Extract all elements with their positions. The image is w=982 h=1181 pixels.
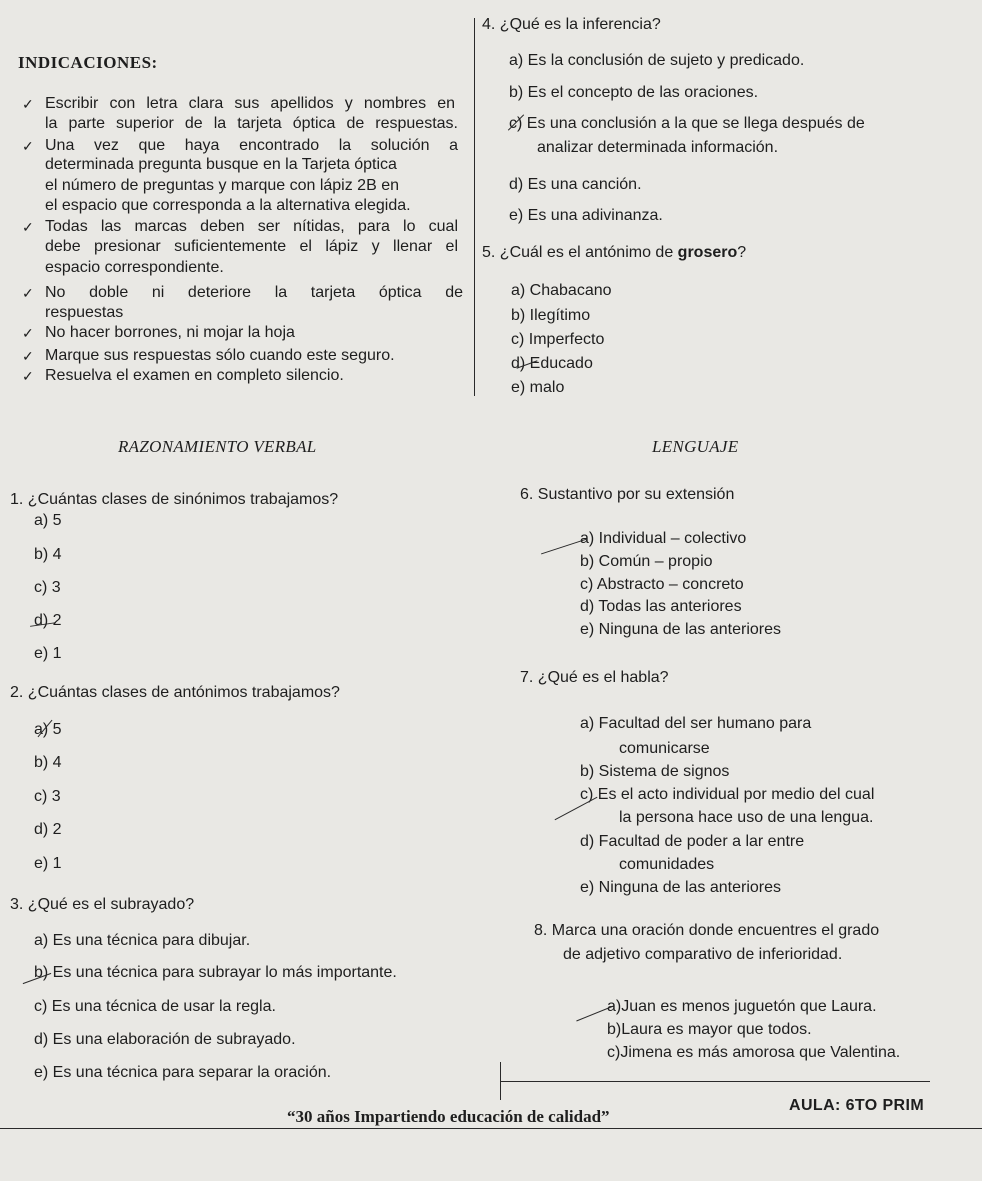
- q6-option-e[interactable]: e) Ninguna de las anteriores: [580, 621, 782, 638]
- q4-option-b[interactable]: b) Es el concepto de las oraciones.: [509, 84, 759, 101]
- q6-option-d[interactable]: d) Todas las anteriores: [580, 598, 742, 615]
- indication-line: Una vez que haya encontrado la solución a: [45, 137, 458, 154]
- q6-option-b[interactable]: b) Común – propio: [580, 553, 713, 570]
- indication-line: Escribir con letra clara sus apellidos y nombres en: [45, 95, 455, 112]
- q6-option-a[interactable]: a) Individual – colectivo: [580, 530, 747, 547]
- question-6: 6. Sustantivo por su extensión: [520, 486, 735, 503]
- q2-option-b[interactable]: b) 4: [34, 754, 62, 771]
- question-2: 2. ¿Cuántas clases de antónimos trabajamos?: [10, 684, 340, 701]
- q8-underline: [500, 1081, 930, 1082]
- q7-option-a[interactable]: a) Facultad del ser humano para: [580, 715, 812, 732]
- q5-option-c[interactable]: c) Imperfecto: [511, 331, 605, 348]
- q5-bold-word: grosero: [677, 244, 738, 261]
- q4-option-c[interactable]: c) Es una conclusión a la que se llega después de: [509, 115, 865, 132]
- pencil-mark: [555, 797, 598, 820]
- indication-line: Todas las marcas deben ser nítidas, para lo cual: [45, 218, 458, 235]
- indication-line: la parte superior de la tarjeta óptica de respuestas.: [45, 115, 458, 132]
- q2-option-a[interactable]: a) 5: [34, 721, 62, 738]
- footer-motto: “30 años Impartiendo educación de calidad”: [287, 1107, 610, 1126]
- q7-option-a-cont: comunicarse: [619, 740, 710, 757]
- section-title-left: RAZONAMIENTO VERBAL: [118, 437, 317, 456]
- indication-line: el número de preguntas y marque con lápiz 2B en: [45, 177, 399, 194]
- q7-option-c-cont: la persona hace uso de una lengua.: [619, 809, 874, 826]
- q4-option-e[interactable]: e) Es una adivinanza.: [509, 207, 663, 224]
- q1-option-b[interactable]: b) 4: [34, 546, 62, 563]
- q8-option-a[interactable]: a)Juan es menos juguetón que Laura.: [607, 998, 877, 1015]
- indication-line: espacio correspondiente.: [45, 259, 224, 276]
- q8-option-b[interactable]: b)Laura es mayor que todos.: [607, 1021, 812, 1038]
- section-title-right: LENGUAJE: [652, 437, 739, 456]
- check-icon: ✓: [22, 368, 34, 384]
- q7-option-b[interactable]: b) Sistema de signos: [580, 763, 730, 780]
- indication-line: el espacio que corresponda a la alternativa elegida.: [45, 197, 411, 214]
- q2-option-d[interactable]: d) 2: [34, 821, 62, 838]
- indication-line: debe presionar suficientemente el lápiz y llenar el: [45, 238, 458, 255]
- q3-option-e[interactable]: e) Es una técnica para separar la oración.: [34, 1064, 332, 1081]
- check-icon: ✓: [22, 348, 34, 364]
- q7-option-d-cont: comunidades: [619, 856, 715, 873]
- indication-line: respuestas: [45, 304, 124, 321]
- q4-option-c-cont: analizar determinada información.: [537, 139, 779, 156]
- question-7: 7. ¿Qué es el habla?: [520, 669, 669, 686]
- q7-option-c[interactable]: c) Es el acto individual por medio del cual: [580, 786, 875, 803]
- q5-option-d[interactable]: d) Educado: [511, 355, 593, 372]
- question-1: 1. ¿Cuántas clases de sinónimos trabajamos?: [10, 491, 339, 508]
- q1-option-d[interactable]: d) 2: [34, 612, 62, 629]
- footer-aula: AULA: 6TO PRIM: [789, 1097, 925, 1114]
- q3-option-d[interactable]: d) Es una elaboración de subrayado.: [34, 1031, 296, 1048]
- q2-option-c[interactable]: c) 3: [34, 788, 61, 805]
- question-8: 8. Marca una oración donde encuentres el grado: [534, 922, 880, 939]
- q8-option-c[interactable]: c)Jimena es más amorosa que Valentina.: [607, 1044, 901, 1061]
- q6-option-c[interactable]: c) Abstracto – concreto: [580, 576, 744, 593]
- check-icon: ✓: [22, 285, 34, 301]
- indication-line: Resuelva el examen en completo silencio.: [45, 367, 344, 384]
- check-icon: ✓: [22, 96, 34, 112]
- q7-option-e[interactable]: e) Ninguna de las anteriores: [580, 879, 782, 896]
- footer-rule: [0, 1128, 982, 1129]
- q1-option-e[interactable]: e) 1: [34, 645, 62, 662]
- q5-option-e[interactable]: e) malo: [511, 379, 565, 396]
- q1-option-a[interactable]: a) 5: [34, 512, 62, 529]
- q2-option-e[interactable]: e) 1: [34, 855, 62, 872]
- question-4: 4. ¿Qué es la inferencia?: [482, 16, 661, 33]
- check-icon: ✓: [22, 138, 34, 154]
- q4-option-a[interactable]: a) Es la conclusión de sujeto y predicado.: [509, 52, 805, 69]
- q1-option-c[interactable]: c) 3: [34, 579, 61, 596]
- question-8-cont: de adjetivo comparativo de inferioridad.: [563, 946, 843, 963]
- indications-title: INDICACIONES:: [18, 53, 158, 72]
- check-icon: ✓: [22, 219, 34, 235]
- q7-option-d[interactable]: d) Facultad de poder a lar entre: [580, 833, 805, 850]
- q5-option-a[interactable]: a) Chabacano: [511, 282, 612, 299]
- question-5: 5. ¿Cuál es el antónimo de grosero?: [482, 244, 747, 261]
- q3-option-a[interactable]: a) Es una técnica para dibujar.: [34, 932, 251, 949]
- q5-option-b[interactable]: b) Ilegítimo: [511, 307, 591, 324]
- indication-line: No doble ni deteriore la tarjeta óptica de: [45, 284, 463, 301]
- indication-line: No hacer borrones, ni mojar la hoja: [45, 324, 295, 341]
- check-icon: ✓: [22, 325, 34, 341]
- indication-line: determinada pregunta busque en la Tarjeta óptica: [45, 156, 397, 173]
- q3-option-c[interactable]: c) Es una técnica de usar la regla.: [34, 998, 276, 1015]
- question-3: 3. ¿Qué es el subrayado?: [10, 896, 195, 913]
- q3-option-b[interactable]: b) Es una técnica para subrayar lo más importante.: [34, 964, 397, 981]
- q4-option-d[interactable]: d) Es una canción.: [509, 176, 642, 193]
- column-divider: [474, 18, 475, 396]
- indication-line: Marque sus respuestas sólo cuando este seguro.: [45, 347, 395, 364]
